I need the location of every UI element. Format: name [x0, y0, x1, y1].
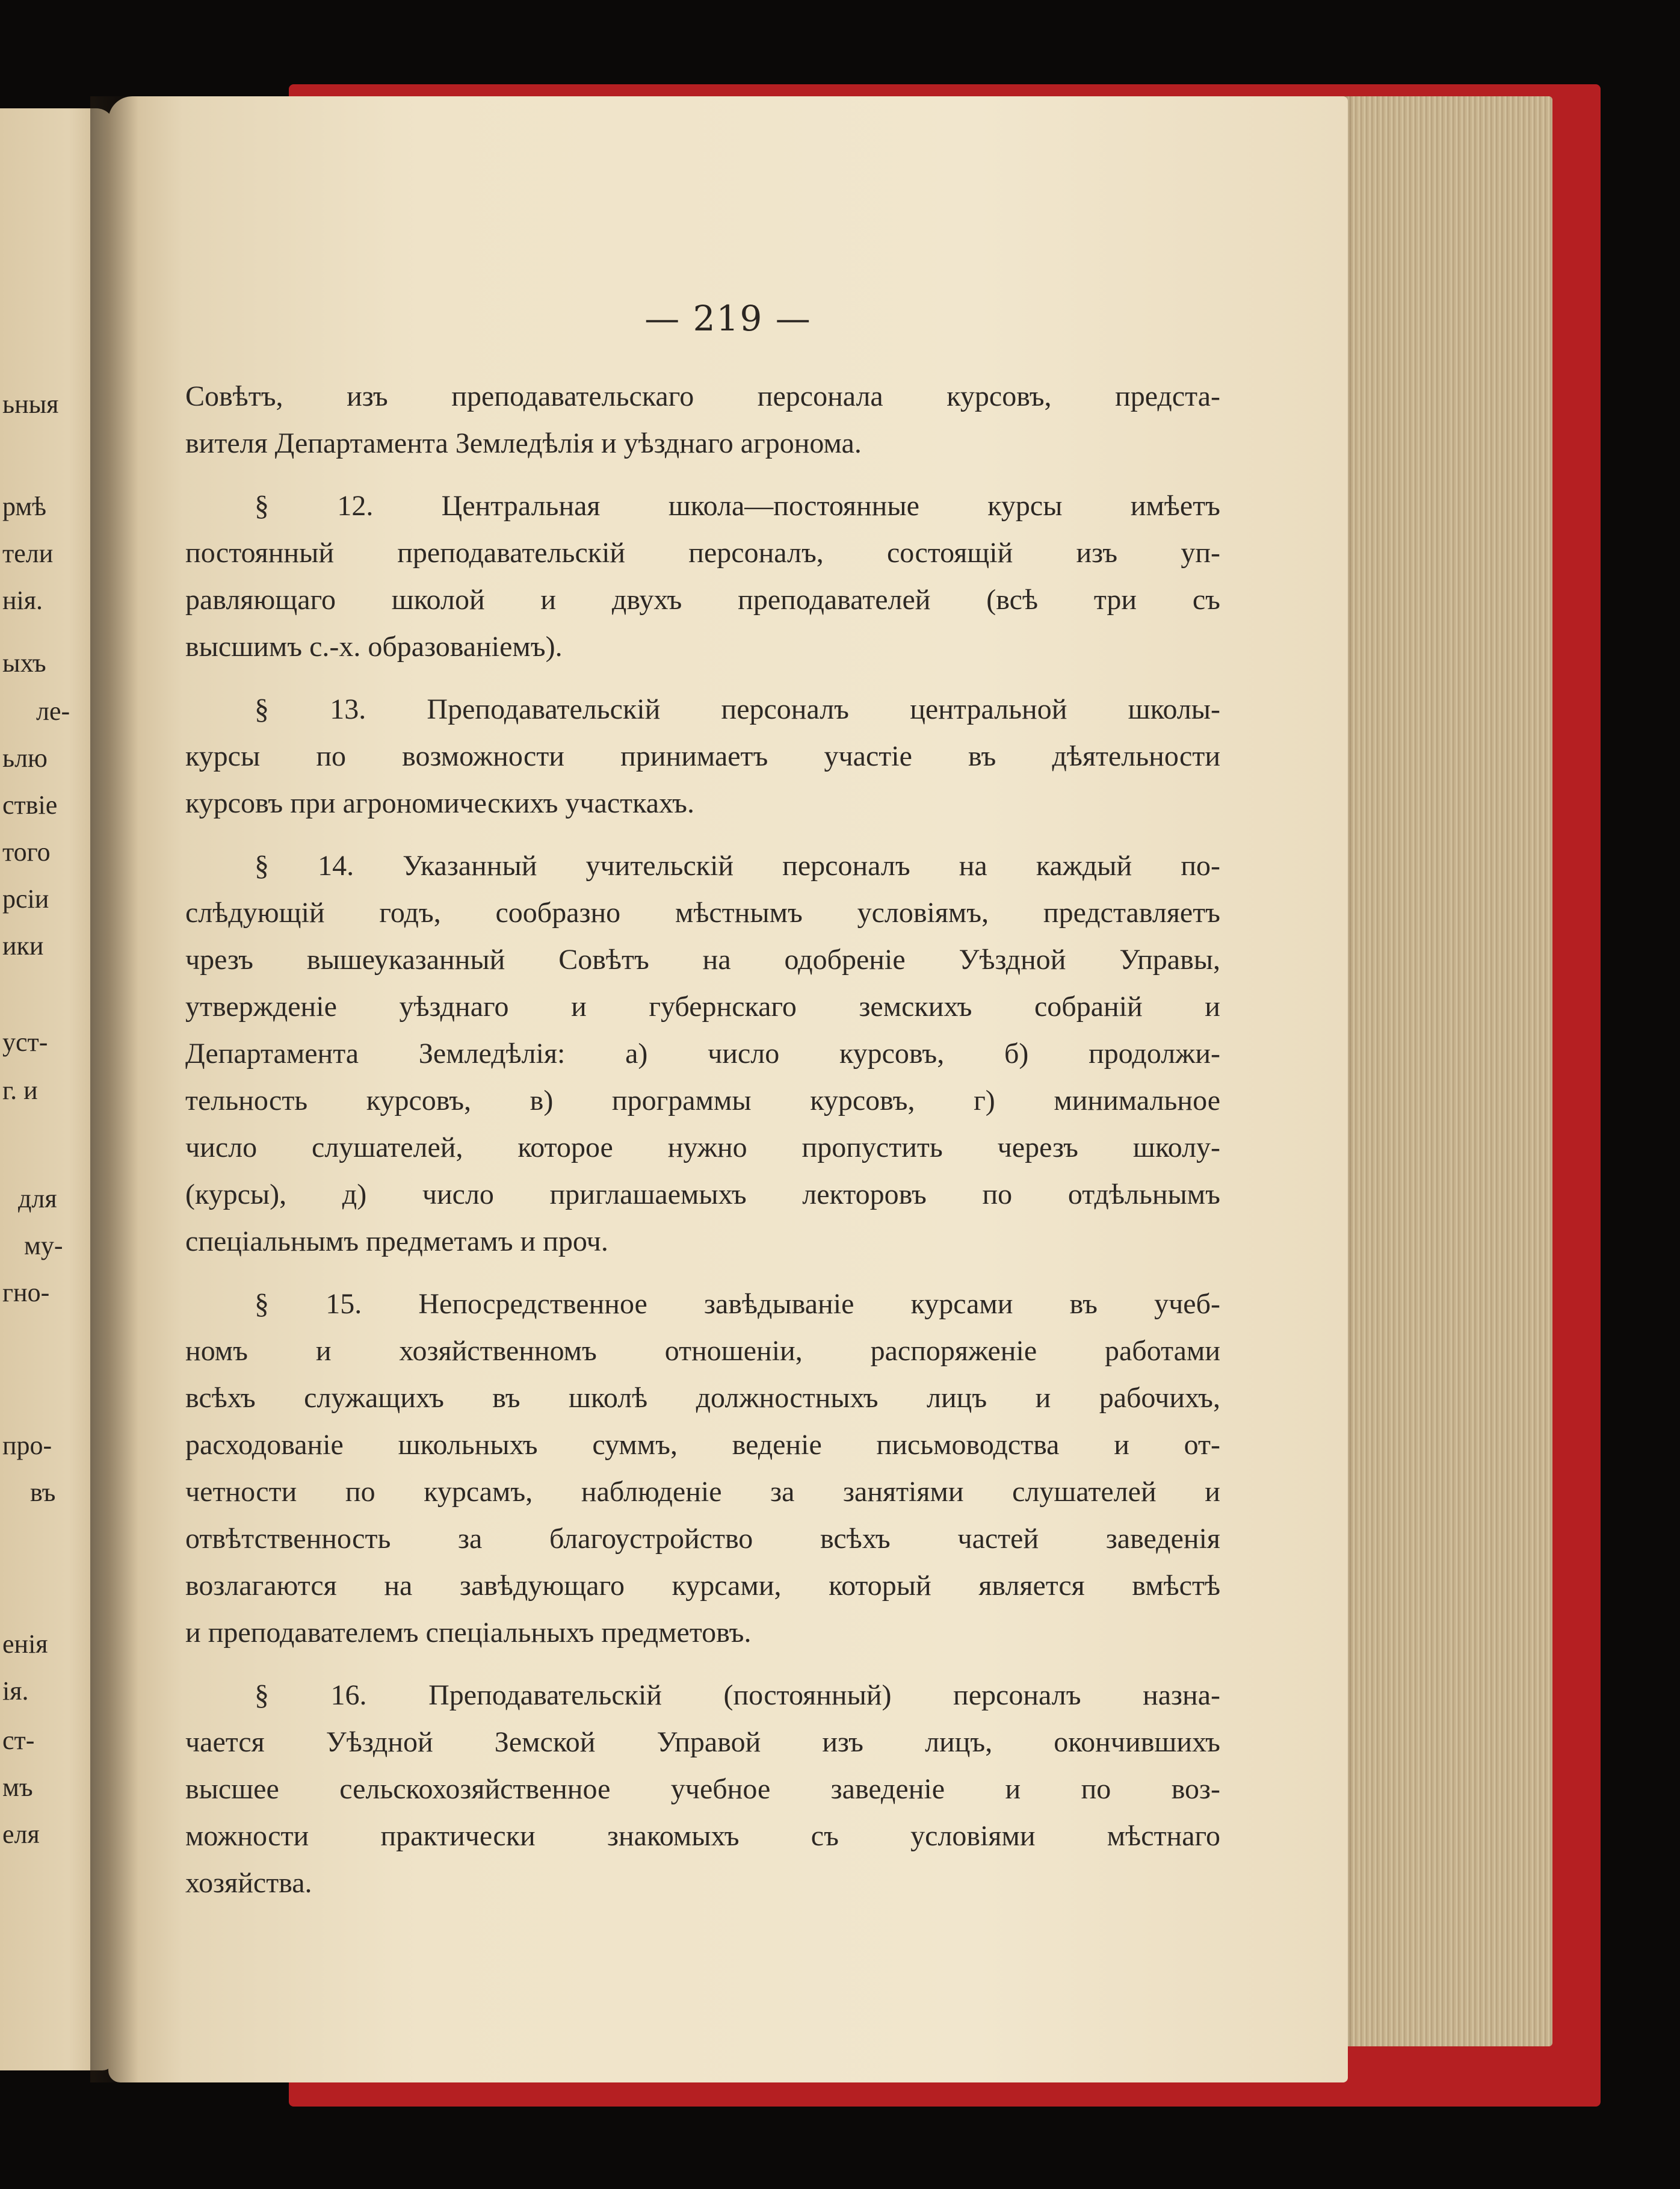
section-13-first-line: § 13. Преподавательскій персоналъ центральной школы- [255, 693, 1220, 725]
text-line: расходованіе школьныхъ суммъ, веденіе письмоводства и от- [185, 1429, 1220, 1461]
left-fragment: му- [24, 1231, 63, 1260]
text-line: и преподавателемъ спеціальныхъ предметовъ. [185, 1617, 752, 1649]
text-line: отвѣтственность за благоустройство всѣхъ частей заведенія [185, 1523, 1220, 1555]
gutter-shadow [90, 96, 138, 2082]
text-line: хозяйства. [185, 1867, 312, 1899]
text-line: (курсы), д) число приглашаемыхъ лекторовъ по отдѣльнымъ [185, 1178, 1220, 1210]
text-line: число слушателей, которое нужно пропустить черезъ школу- [185, 1132, 1220, 1163]
section-16-first-line: § 16. Преподавательскій (постоянный) персоналъ назна- [255, 1679, 1220, 1711]
text-line: высшимъ с.-х. образованіемъ). [185, 631, 563, 663]
left-fragment: рмѣ [2, 492, 47, 521]
left-fragment: мъ [2, 1773, 33, 1802]
left-fragment: ыхъ [2, 648, 46, 678]
left-fragment: енія [2, 1629, 48, 1659]
left-fragment: про- [2, 1431, 52, 1460]
text-line: Совѣтъ, изъ преподавательскаго персонала курсовъ, предста- [185, 380, 1220, 412]
left-fragment: ст- [2, 1726, 35, 1755]
page-text [185, 373, 1220, 1907]
text-line: возлагаются на завѣдующаго курсами, который является вмѣстѣ [185, 1570, 1220, 1602]
left-fragment: нія. [2, 586, 43, 615]
section-14-first-line: § 14. Указанный учительскій персоналъ на каждый по- [255, 850, 1220, 882]
text-line: чается Уѣздной Земской Управой изъ лицъ, окончившихъ [185, 1726, 1220, 1758]
left-fragment: ія. [2, 1676, 29, 1706]
text-line: можности практически знакомыхъ съ условіями мѣстнаго [185, 1820, 1220, 1852]
text-line: утвержденіе уѣзднаго и губернскаго земскихъ собраній и [185, 991, 1220, 1023]
left-fragment: рсіи [2, 884, 49, 914]
page-number: — 219 — [644, 298, 812, 339]
left-fragment: тели [2, 539, 54, 568]
section-12-first-line: § 12. Центральная школа—постоянные курсы имѣетъ [255, 490, 1220, 522]
text-line: высшее сельскохозяйственное учебное заведеніе и по воз- [185, 1773, 1220, 1805]
left-fragment: ствіе [2, 790, 58, 820]
left-fragment: уст- [2, 1027, 48, 1057]
text-line: чрезъ вышеуказанный Совѣтъ на одобреніе Уѣздной Управы, [185, 944, 1220, 976]
section-15-first-line: § 15. Непосредственное завѣдываніе курсами въ учеб- [255, 1288, 1220, 1320]
text-line: равляющаго школой и двухъ преподавателей (всѣ три съ [185, 584, 1220, 616]
text-line: Департамента Земледѣлія: а) число курсовъ, б) продолжи- [185, 1038, 1220, 1070]
left-fragment: гно- [2, 1278, 50, 1307]
text-line: курсы по возможности принимаетъ участіе въ дѣятельности [185, 740, 1220, 772]
text-line: номъ и хозяйственномъ отношеніи, распоряженіе работами [185, 1335, 1220, 1367]
left-fragment: ьлю [2, 743, 48, 773]
text-line: курсовъ при агрономическихъ участкахъ. [185, 787, 694, 819]
text-line: постоянный преподавательскій персоналъ, состоящій изъ уп- [185, 537, 1220, 569]
left-fragment: ьныя [2, 389, 59, 419]
left-fragment: еля [2, 1819, 40, 1849]
left-fragment: въ [30, 1478, 56, 1507]
left-fragment: ле- [36, 696, 70, 726]
text-line: четности по курсамъ, наблюденіе за занятіями слушателей и [185, 1476, 1220, 1508]
text-line: слѣдующій годъ, сообразно мѣстнымъ условіямъ, представляетъ [185, 897, 1220, 929]
left-fragment: для [18, 1184, 57, 1213]
text-line: вителя Департамента Земледѣлія и уѣзднаго агронома. [185, 427, 862, 459]
page-stack-edge [1336, 96, 1552, 2046]
text-line: всѣхъ служащихъ въ школѣ должностныхъ лицъ и рабочихъ, [185, 1382, 1220, 1414]
text-line: спеціальнымъ предметамъ и проч. [185, 1225, 608, 1257]
left-fragment: того [2, 837, 51, 867]
left-fragment: г. и [2, 1076, 38, 1105]
main-page [108, 96, 1348, 2082]
left-fragment: ики [2, 931, 44, 961]
text-line: тельность курсовъ, в) программы курсовъ, г) минимальное [185, 1085, 1220, 1116]
